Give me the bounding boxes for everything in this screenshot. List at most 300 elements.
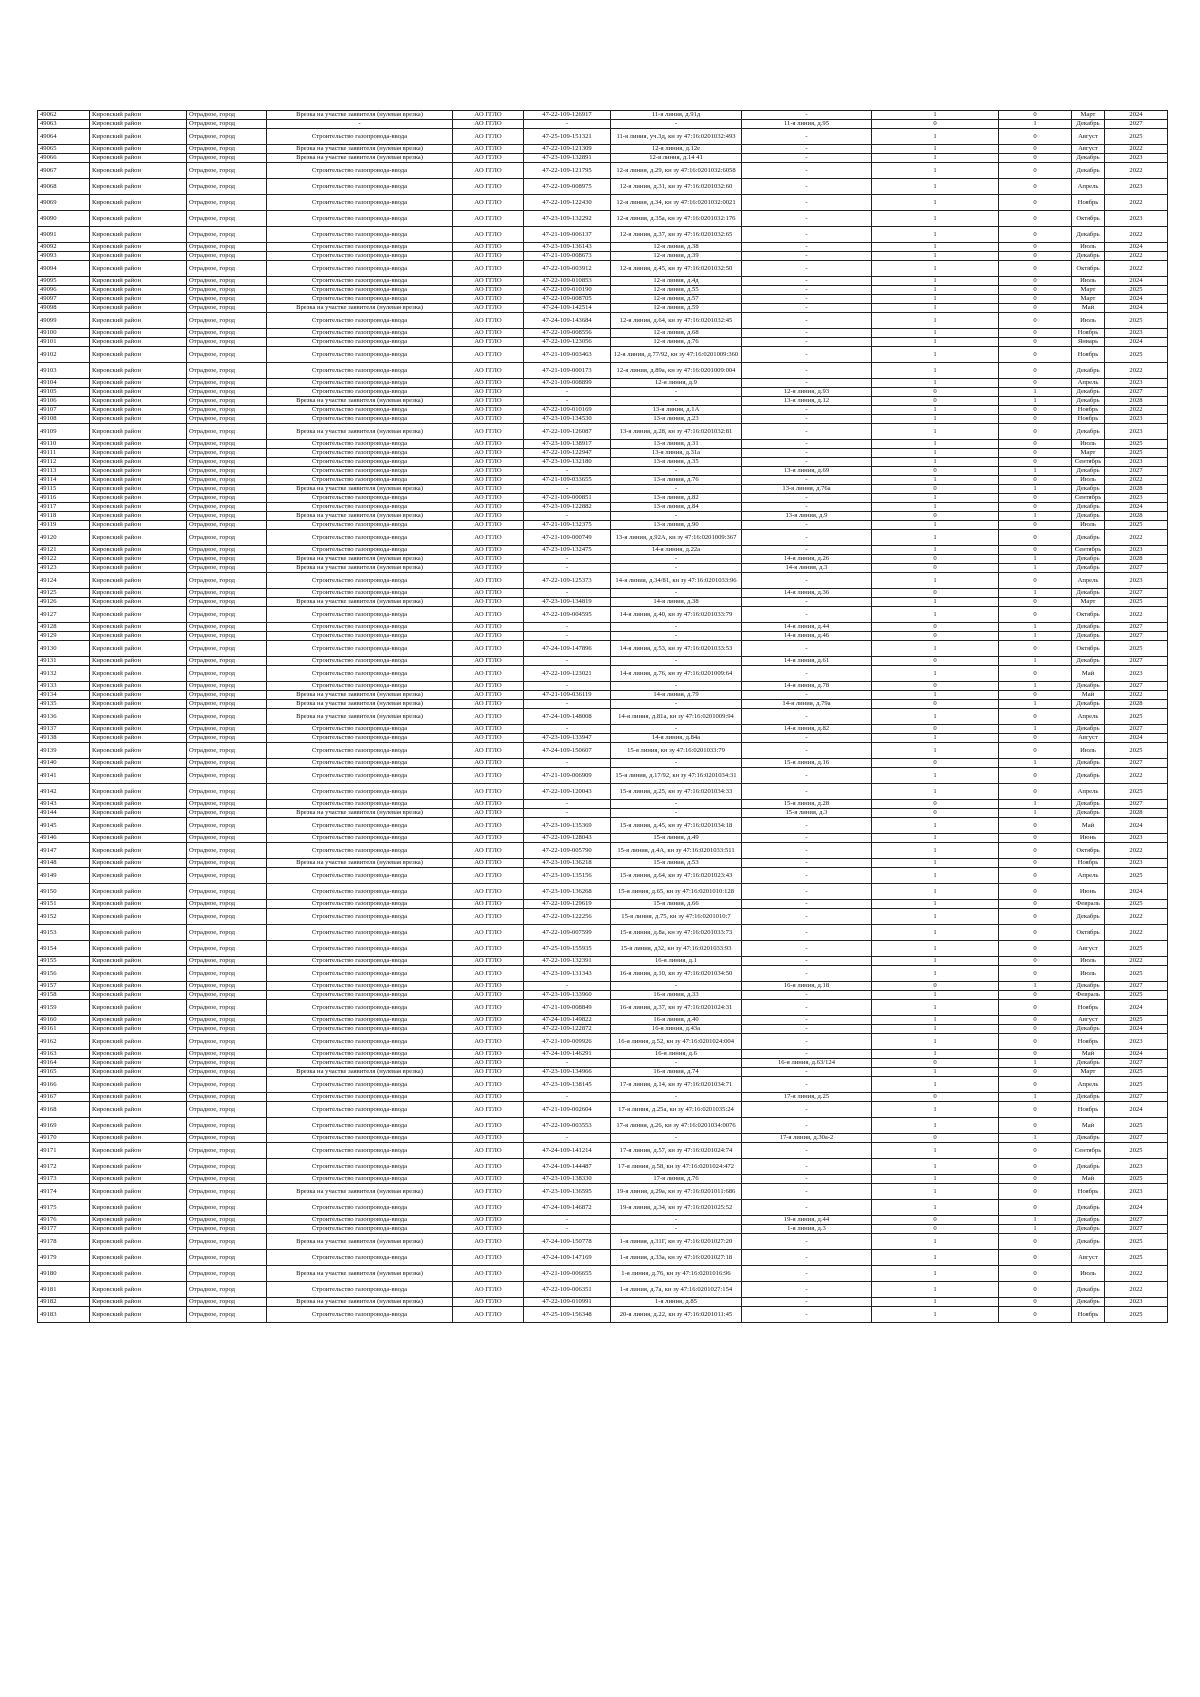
cell-id: 49065 [38, 145, 90, 154]
cell-settlement: Отрадное, город [187, 1000, 267, 1016]
cell-flag-a: 1 [872, 1184, 999, 1200]
table-row [38, 1282, 1168, 1298]
cell-work-type: Строительство газопровода-ввода [267, 1102, 453, 1118]
cell-year: 2023 [1105, 415, 1168, 424]
cell-settlement: Отрадное, город [187, 957, 267, 966]
cell-district: Кировский район [90, 145, 187, 154]
cell-organization: АО ГГЛО [453, 1143, 524, 1159]
cell-organization: АО ГГЛО [453, 768, 524, 784]
cell-settlement: Отрадное, город [187, 145, 267, 154]
cell-address: 16-я линия, д.33 [611, 991, 742, 1000]
cell-month: Сентябрь [1072, 494, 1105, 503]
cell-flag-a: 1 [872, 1143, 999, 1159]
cell-settlement: Отрадное, город [187, 1050, 267, 1059]
cell-id: 49098 [38, 304, 90, 313]
cell-district: Кировский район [90, 1034, 187, 1050]
cell-settlement: Отрадное, город [187, 941, 267, 957]
cell-district: Кировский район [90, 313, 187, 329]
cell-flag-b: 0 [999, 1175, 1072, 1184]
cell-flag-b: 0 [999, 991, 1072, 1000]
cell-settlement: Отрадное, город [187, 1159, 267, 1175]
cell-tech-conditions: - [524, 982, 611, 991]
cell-fact-address: - [742, 607, 872, 623]
cell-flag-a: 0 [872, 759, 999, 768]
cell-flag-a: 1 [872, 449, 999, 458]
cell-fact-address: - [742, 1250, 872, 1266]
table-row [38, 120, 1168, 129]
table-row [38, 252, 1168, 261]
cell-district: Кировский район [90, 632, 187, 641]
cell-flag-b: 0 [999, 884, 1072, 900]
cell-flag-a: 0 [872, 555, 999, 564]
cell-district: Кировский район [90, 530, 187, 546]
cell-address: 13-я линия, д.76 [611, 476, 742, 485]
cell-organization: АО ГГЛО [453, 1102, 524, 1118]
cell-settlement: Отрадное, город [187, 1225, 267, 1234]
cell-id: 49160 [38, 1016, 90, 1025]
cell-flag-b: 0 [999, 379, 1072, 388]
cell-tech-conditions: 47-21-109-000851 [524, 494, 611, 503]
cell-settlement: Отрадное, город [187, 859, 267, 868]
cell-flag-a: 1 [872, 476, 999, 485]
cell-work-type: Врезка на участке заявителя (нулевая врезка) [267, 485, 453, 494]
cell-id: 49096 [38, 286, 90, 295]
cell-settlement: Отрадное, город [187, 691, 267, 700]
cell-work-type: Врезка на участке заявителя (нулевая врезка) [267, 424, 453, 440]
cell-fact-address: 13-я линия, д.69 [742, 467, 872, 476]
cell-tech-conditions: - [524, 120, 611, 129]
cell-settlement: Отрадное, город [187, 397, 267, 406]
cell-year: 2022 [1105, 843, 1168, 859]
cell-flag-a: 1 [872, 1068, 999, 1077]
cell-fact-address: - [742, 768, 872, 784]
cell-year: 2025 [1105, 440, 1168, 449]
table-row [38, 304, 1168, 313]
cell-work-type: Строительство газопровода-ввода [267, 546, 453, 555]
cell-work-type: Строительство газопровода-ввода [267, 530, 453, 546]
cell-settlement: Отрадное, город [187, 1200, 267, 1216]
cell-year: 2025 [1105, 1250, 1168, 1266]
table-row [38, 725, 1168, 734]
cell-tech-conditions: 47-22-109-132391 [524, 957, 611, 966]
table-row [38, 666, 1168, 682]
cell-settlement: Отрадное, город [187, 252, 267, 261]
cell-settlement: Отрадное, город [187, 589, 267, 598]
cell-fact-address: - [742, 521, 872, 530]
cell-address: 15-я линия, д.25, кн зу 47:16:0201034:33 [611, 784, 742, 800]
cell-organization: АО ГГЛО [453, 1266, 524, 1282]
cell-id: 49138 [38, 734, 90, 743]
cell-fact-address: 14-я линия, д.36 [742, 589, 872, 598]
cell-flag-b: 0 [999, 304, 1072, 313]
table-row [38, 1159, 1168, 1175]
cell-flag-a: 1 [872, 521, 999, 530]
cell-id: 49181 [38, 1282, 90, 1298]
cell-work-type: Строительство газопровода-ввода [267, 982, 453, 991]
cell-fact-address: - [742, 347, 872, 363]
cell-organization: АО ГГЛО [453, 818, 524, 834]
cell-flag-b: 0 [999, 211, 1072, 227]
cell-tech-conditions: 47-24-109-144487 [524, 1159, 611, 1175]
cell-district: Кировский район [90, 503, 187, 512]
cell-id: 49113 [38, 467, 90, 476]
cell-district: Кировский район [90, 1282, 187, 1298]
cell-month: Декабрь [1072, 154, 1105, 163]
cell-district: Кировский район [90, 843, 187, 859]
cell-work-type: Врезка на участке заявителя (нулевая врезка) [267, 304, 453, 313]
table-row [38, 564, 1168, 573]
cell-flag-b: 0 [999, 818, 1072, 834]
cell-flag-a: 0 [872, 800, 999, 809]
cell-work-type: Строительство газопровода-ввода [267, 449, 453, 458]
cell-month: Апрель [1072, 1077, 1105, 1093]
cell-work-type: Строительство газопровода-ввода [267, 1175, 453, 1184]
cell-district: Кировский район [90, 725, 187, 734]
cell-work-type: Строительство газопровода-ввода [267, 800, 453, 809]
cell-year: 2023 [1105, 834, 1168, 843]
cell-organization: АО ГГЛО [453, 1134, 524, 1143]
cell-flag-a: 1 [872, 347, 999, 363]
cell-flag-a: 0 [872, 512, 999, 521]
cell-id: 49126 [38, 598, 90, 607]
cell-tech-conditions: 47-23-109-122882 [524, 503, 611, 512]
cell-flag-b: 0 [999, 641, 1072, 657]
cell-address: 13-я линия, д.28, кн зу 47:16:0201032:81 [611, 424, 742, 440]
cell-flag-a: 0 [872, 1216, 999, 1225]
cell-id: 49095 [38, 277, 90, 286]
cell-work-type: Врезка на участке заявителя (нулевая врезка) [267, 111, 453, 120]
cell-organization: АО ГГЛО [453, 476, 524, 485]
cell-flag-b: 0 [999, 295, 1072, 304]
cell-work-type: Строительство газопровода-ввода [267, 211, 453, 227]
cell-flag-b: 0 [999, 1234, 1072, 1250]
cell-month: Май [1072, 1175, 1105, 1184]
cell-address: 15-я линия, д.4А, кн зу 47:16:0201033:511 [611, 843, 742, 859]
cell-flag-a: 1 [872, 1102, 999, 1118]
cell-year: 2027 [1105, 1134, 1168, 1143]
cell-flag-a: 1 [872, 227, 999, 243]
cell-flag-a: 1 [872, 1250, 999, 1266]
cell-flag-a: 0 [872, 467, 999, 476]
cell-address: 13-я линия, д.1А [611, 406, 742, 415]
cell-settlement: Отрадное, город [187, 1068, 267, 1077]
cell-flag-b: 0 [999, 1034, 1072, 1050]
cell-year: 2022 [1105, 163, 1168, 179]
cell-address: 16-я линия, д.43а [611, 1025, 742, 1034]
cell-id: 49127 [38, 607, 90, 623]
cell-tech-conditions: 47-22-109-006351 [524, 1282, 611, 1298]
cell-year: 2027 [1105, 1059, 1168, 1068]
cell-tech-conditions: - [524, 809, 611, 818]
cell-fact-address: 16-я линия, д.18 [742, 982, 872, 991]
cell-organization: АО ГГЛО [453, 397, 524, 406]
cell-flag-b: 1 [999, 589, 1072, 598]
cell-fact-address: - [742, 691, 872, 700]
cell-district: Кировский район [90, 1134, 187, 1143]
cell-month: Декабрь [1072, 589, 1105, 598]
cell-month: Декабрь [1072, 700, 1105, 709]
cell-year: 2025 [1105, 286, 1168, 295]
cell-district: Кировский район [90, 691, 187, 700]
cell-year: 2025 [1105, 129, 1168, 145]
cell-year: 2022 [1105, 195, 1168, 211]
cell-id: 49146 [38, 834, 90, 843]
cell-work-type: Врезка на участке заявителя (нулевая врезка) [267, 598, 453, 607]
cell-work-type: Строительство газопровода-ввода [267, 1159, 453, 1175]
cell-district: Кировский район [90, 363, 187, 379]
cell-address: 1-я линия, д.7а, кн зу 47:16:0201027:154 [611, 1282, 742, 1298]
cell-flag-b: 0 [999, 1050, 1072, 1059]
cell-settlement: Отрадное, город [187, 768, 267, 784]
cell-id: 49090 [38, 211, 90, 227]
cell-flag-a: 0 [872, 725, 999, 734]
cell-organization: АО ГГЛО [453, 632, 524, 641]
cell-settlement: Отрадное, город [187, 243, 267, 252]
cell-work-type: Строительство газопровода-ввода [267, 458, 453, 467]
cell-organization: АО ГГЛО [453, 1216, 524, 1225]
table-row [38, 286, 1168, 295]
cell-district: Кировский район [90, 1225, 187, 1234]
cell-work-type: Врезка на участке заявителя (нулевая врезка) [267, 1234, 453, 1250]
cell-fact-address: 14-я линия, д.78 [742, 682, 872, 691]
cell-flag-b: 1 [999, 1225, 1072, 1234]
cell-flag-a: 1 [872, 818, 999, 834]
cell-flag-a: 1 [872, 868, 999, 884]
cell-organization: АО ГГЛО [453, 784, 524, 800]
cell-flag-a: 1 [872, 1266, 999, 1282]
cell-fact-address: - [742, 1034, 872, 1050]
cell-address: 17-я линия, д.25а, кн зу 47:16:0201035:24 [611, 1102, 742, 1118]
cell-work-type: Врезка на участке заявителя (нулевая врезка) [267, 691, 453, 700]
cell-organization: АО ГГЛО [453, 329, 524, 338]
cell-work-type: Строительство газопровода-ввода [267, 1216, 453, 1225]
cell-organization: АО ГГЛО [453, 286, 524, 295]
cell-address: 16-я линия, д.1 [611, 957, 742, 966]
cell-id: 49092 [38, 243, 90, 252]
cell-settlement: Отрадное, город [187, 304, 267, 313]
cell-flag-b: 0 [999, 243, 1072, 252]
cell-work-type: Строительство газопровода-ввода [267, 1025, 453, 1034]
cell-flag-b: 1 [999, 623, 1072, 632]
table-row [38, 743, 1168, 759]
cell-district: Кировский район [90, 925, 187, 941]
cell-settlement: Отрадное, город [187, 641, 267, 657]
table-row [38, 494, 1168, 503]
cell-district: Кировский район [90, 1025, 187, 1034]
cell-district: Кировский район [90, 1016, 187, 1025]
cell-organization: АО ГГЛО [453, 666, 524, 682]
cell-year: 2023 [1105, 494, 1168, 503]
cell-organization: АО ГГЛО [453, 700, 524, 709]
cell-settlement: Отрадное, город [187, 884, 267, 900]
cell-flag-b: 0 [999, 347, 1072, 363]
cell-settlement: Отрадное, город [187, 1077, 267, 1093]
table-row [38, 966, 1168, 982]
cell-flag-b: 0 [999, 1266, 1072, 1282]
cell-fact-address: - [742, 440, 872, 449]
cell-year: 2027 [1105, 725, 1168, 734]
table-row [38, 957, 1168, 966]
cell-tech-conditions: 47-25-109-156348 [524, 1307, 611, 1323]
cell-work-type: Строительство газопровода-ввода [267, 277, 453, 286]
table-row [38, 555, 1168, 564]
cell-organization: АО ГГЛО [453, 347, 524, 363]
cell-address: 19-я линия, д.29а, кн зу 47:16:0201011:686 [611, 1184, 742, 1200]
cell-tech-conditions: - [524, 1134, 611, 1143]
cell-organization: АО ГГЛО [453, 859, 524, 868]
cell-flag-a: 0 [872, 388, 999, 397]
cell-id: 49158 [38, 991, 90, 1000]
cell-district: Кировский район [90, 1307, 187, 1323]
cell-month: Апрель [1072, 709, 1105, 725]
cell-tech-conditions: 47-21-109-008849 [524, 1000, 611, 1016]
cell-organization: АО ГГЛО [453, 530, 524, 546]
cell-flag-b: 0 [999, 1143, 1072, 1159]
cell-id: 49139 [38, 743, 90, 759]
cell-id: 49117 [38, 503, 90, 512]
cell-fact-address: 15-я линия, д.3 [742, 809, 872, 818]
cell-address: 16-я линия, д.74 [611, 1068, 742, 1077]
cell-organization: АО ГГЛО [453, 809, 524, 818]
cell-id: 49101 [38, 338, 90, 347]
cell-flag-b: 0 [999, 1307, 1072, 1323]
cell-settlement: Отрадное, город [187, 295, 267, 304]
cell-id: 49157 [38, 982, 90, 991]
cell-work-type: Строительство газопровода-ввода [267, 818, 453, 834]
cell-fact-address: 14-я линия, д.82 [742, 725, 872, 734]
cell-month: Май [1072, 1050, 1105, 1059]
cell-tech-conditions: 47-21-109-008899 [524, 379, 611, 388]
cell-settlement: Отрадное, город [187, 564, 267, 573]
cell-flag-b: 0 [999, 449, 1072, 458]
cell-month: Октябрь [1072, 607, 1105, 623]
cell-tech-conditions: - [524, 623, 611, 632]
table-row [38, 406, 1168, 415]
cell-flag-b: 1 [999, 485, 1072, 494]
cell-fact-address: - [742, 494, 872, 503]
cell-flag-b: 1 [999, 564, 1072, 573]
cell-address: - [611, 759, 742, 768]
cell-month: Ноябрь [1072, 415, 1105, 424]
table-row [38, 691, 1168, 700]
cell-year: 2023 [1105, 1034, 1168, 1050]
table-row [38, 991, 1168, 1000]
cell-address: 13-я линия, д.23 [611, 415, 742, 424]
cell-id: 49173 [38, 1175, 90, 1184]
cell-fact-address: - [742, 734, 872, 743]
cell-year: 2025 [1105, 1118, 1168, 1134]
cell-id: 49133 [38, 682, 90, 691]
cell-address: 14-я линия, д.22а [611, 546, 742, 555]
cell-flag-a: 1 [872, 1034, 999, 1050]
cell-settlement: Отрадное, город [187, 458, 267, 467]
cell-year: 2024 [1105, 1102, 1168, 1118]
cell-flag-a: 1 [872, 957, 999, 966]
cell-month: Июль [1072, 1266, 1105, 1282]
cell-organization: АО ГГЛО [453, 800, 524, 809]
cell-id: 49165 [38, 1068, 90, 1077]
table-row [38, 1298, 1168, 1307]
cell-work-type: Строительство газопровода-ввода [267, 1250, 453, 1266]
cell-tech-conditions: 47-21-109-003463 [524, 347, 611, 363]
cell-district: Кировский район [90, 1077, 187, 1093]
cell-fact-address: - [742, 1102, 872, 1118]
cell-organization: АО ГГЛО [453, 1016, 524, 1025]
cell-organization: АО ГГЛО [453, 1250, 524, 1266]
cell-month: Август [1072, 129, 1105, 145]
cell-address: 14-я линия, д.53, кн зу 47:16:0201033:53 [611, 641, 742, 657]
cell-tech-conditions: 47-24-109-142514 [524, 304, 611, 313]
cell-organization: АО ГГЛО [453, 1234, 524, 1250]
cell-organization: АО ГГЛО [453, 966, 524, 982]
cell-id: 49125 [38, 589, 90, 598]
cell-address: - [611, 512, 742, 521]
cell-work-type: Строительство газопровода-ввода [267, 295, 453, 304]
table-row [38, 818, 1168, 834]
cell-fact-address: - [742, 991, 872, 1000]
cell-work-type: Врезка на участке заявителя (нулевая врезка) [267, 809, 453, 818]
cell-address: 15-я линия, д.45, кн зу 47:16:0201034:18 [611, 818, 742, 834]
cell-id: 49104 [38, 379, 90, 388]
cell-flag-b: 0 [999, 709, 1072, 725]
cell-fact-address: - [742, 843, 872, 859]
cell-tech-conditions: 47-22-109-122947 [524, 449, 611, 458]
cell-organization: АО ГГЛО [453, 163, 524, 179]
cell-month: Ноябрь [1072, 195, 1105, 211]
cell-id: 49150 [38, 884, 90, 900]
cell-fact-address: - [742, 449, 872, 458]
cell-flag-b: 0 [999, 530, 1072, 546]
cell-address: 12-я линия, д.38 [611, 243, 742, 252]
table-row [38, 1016, 1168, 1025]
table-row [38, 859, 1168, 868]
cell-tech-conditions: 47-22-109-123021 [524, 666, 611, 682]
cell-address: 1-я линия, д.31Г, кн зу 47:16:0201027:20 [611, 1234, 742, 1250]
cell-tech-conditions: 47-21-109-008673 [524, 252, 611, 261]
cell-month: Декабрь [1072, 1200, 1105, 1216]
cell-settlement: Отрадное, город [187, 120, 267, 129]
cell-month: Август [1072, 145, 1105, 154]
cell-district: Кировский район [90, 966, 187, 982]
cell-id: 49124 [38, 573, 90, 589]
cell-tech-conditions: 47-23-109-138145 [524, 1077, 611, 1093]
cell-id: 49175 [38, 1200, 90, 1216]
cell-flag-a: 1 [872, 1050, 999, 1059]
cell-district: Кировский район [90, 573, 187, 589]
table-row [38, 424, 1168, 440]
cell-tech-conditions: 47-22-109-010190 [524, 286, 611, 295]
table-row [38, 1250, 1168, 1266]
cell-settlement: Отрадное, город [187, 129, 267, 145]
cell-year: 2027 [1105, 467, 1168, 476]
cell-work-type: Строительство газопровода-ввода [267, 909, 453, 925]
cell-fact-address: 15-я линия, д.16 [742, 759, 872, 768]
cell-month: Март [1072, 1068, 1105, 1077]
cell-organization: АО ГГЛО [453, 1034, 524, 1050]
cell-fact-address: 14-я линия, д.3 [742, 564, 872, 573]
cell-settlement: Отрадное, город [187, 195, 267, 211]
cell-tech-conditions: 47-21-109-033655 [524, 476, 611, 485]
cell-id: 49122 [38, 555, 90, 564]
cell-year: 2024 [1105, 818, 1168, 834]
cell-month: Ноябрь [1072, 1000, 1105, 1016]
cell-district: Кировский район [90, 154, 187, 163]
cell-settlement: Отрадное, город [187, 494, 267, 503]
cell-district: Кировский район [90, 709, 187, 725]
cell-id: 49118 [38, 512, 90, 521]
cell-month: Декабрь [1072, 1134, 1105, 1143]
cell-district: Кировский район [90, 868, 187, 884]
